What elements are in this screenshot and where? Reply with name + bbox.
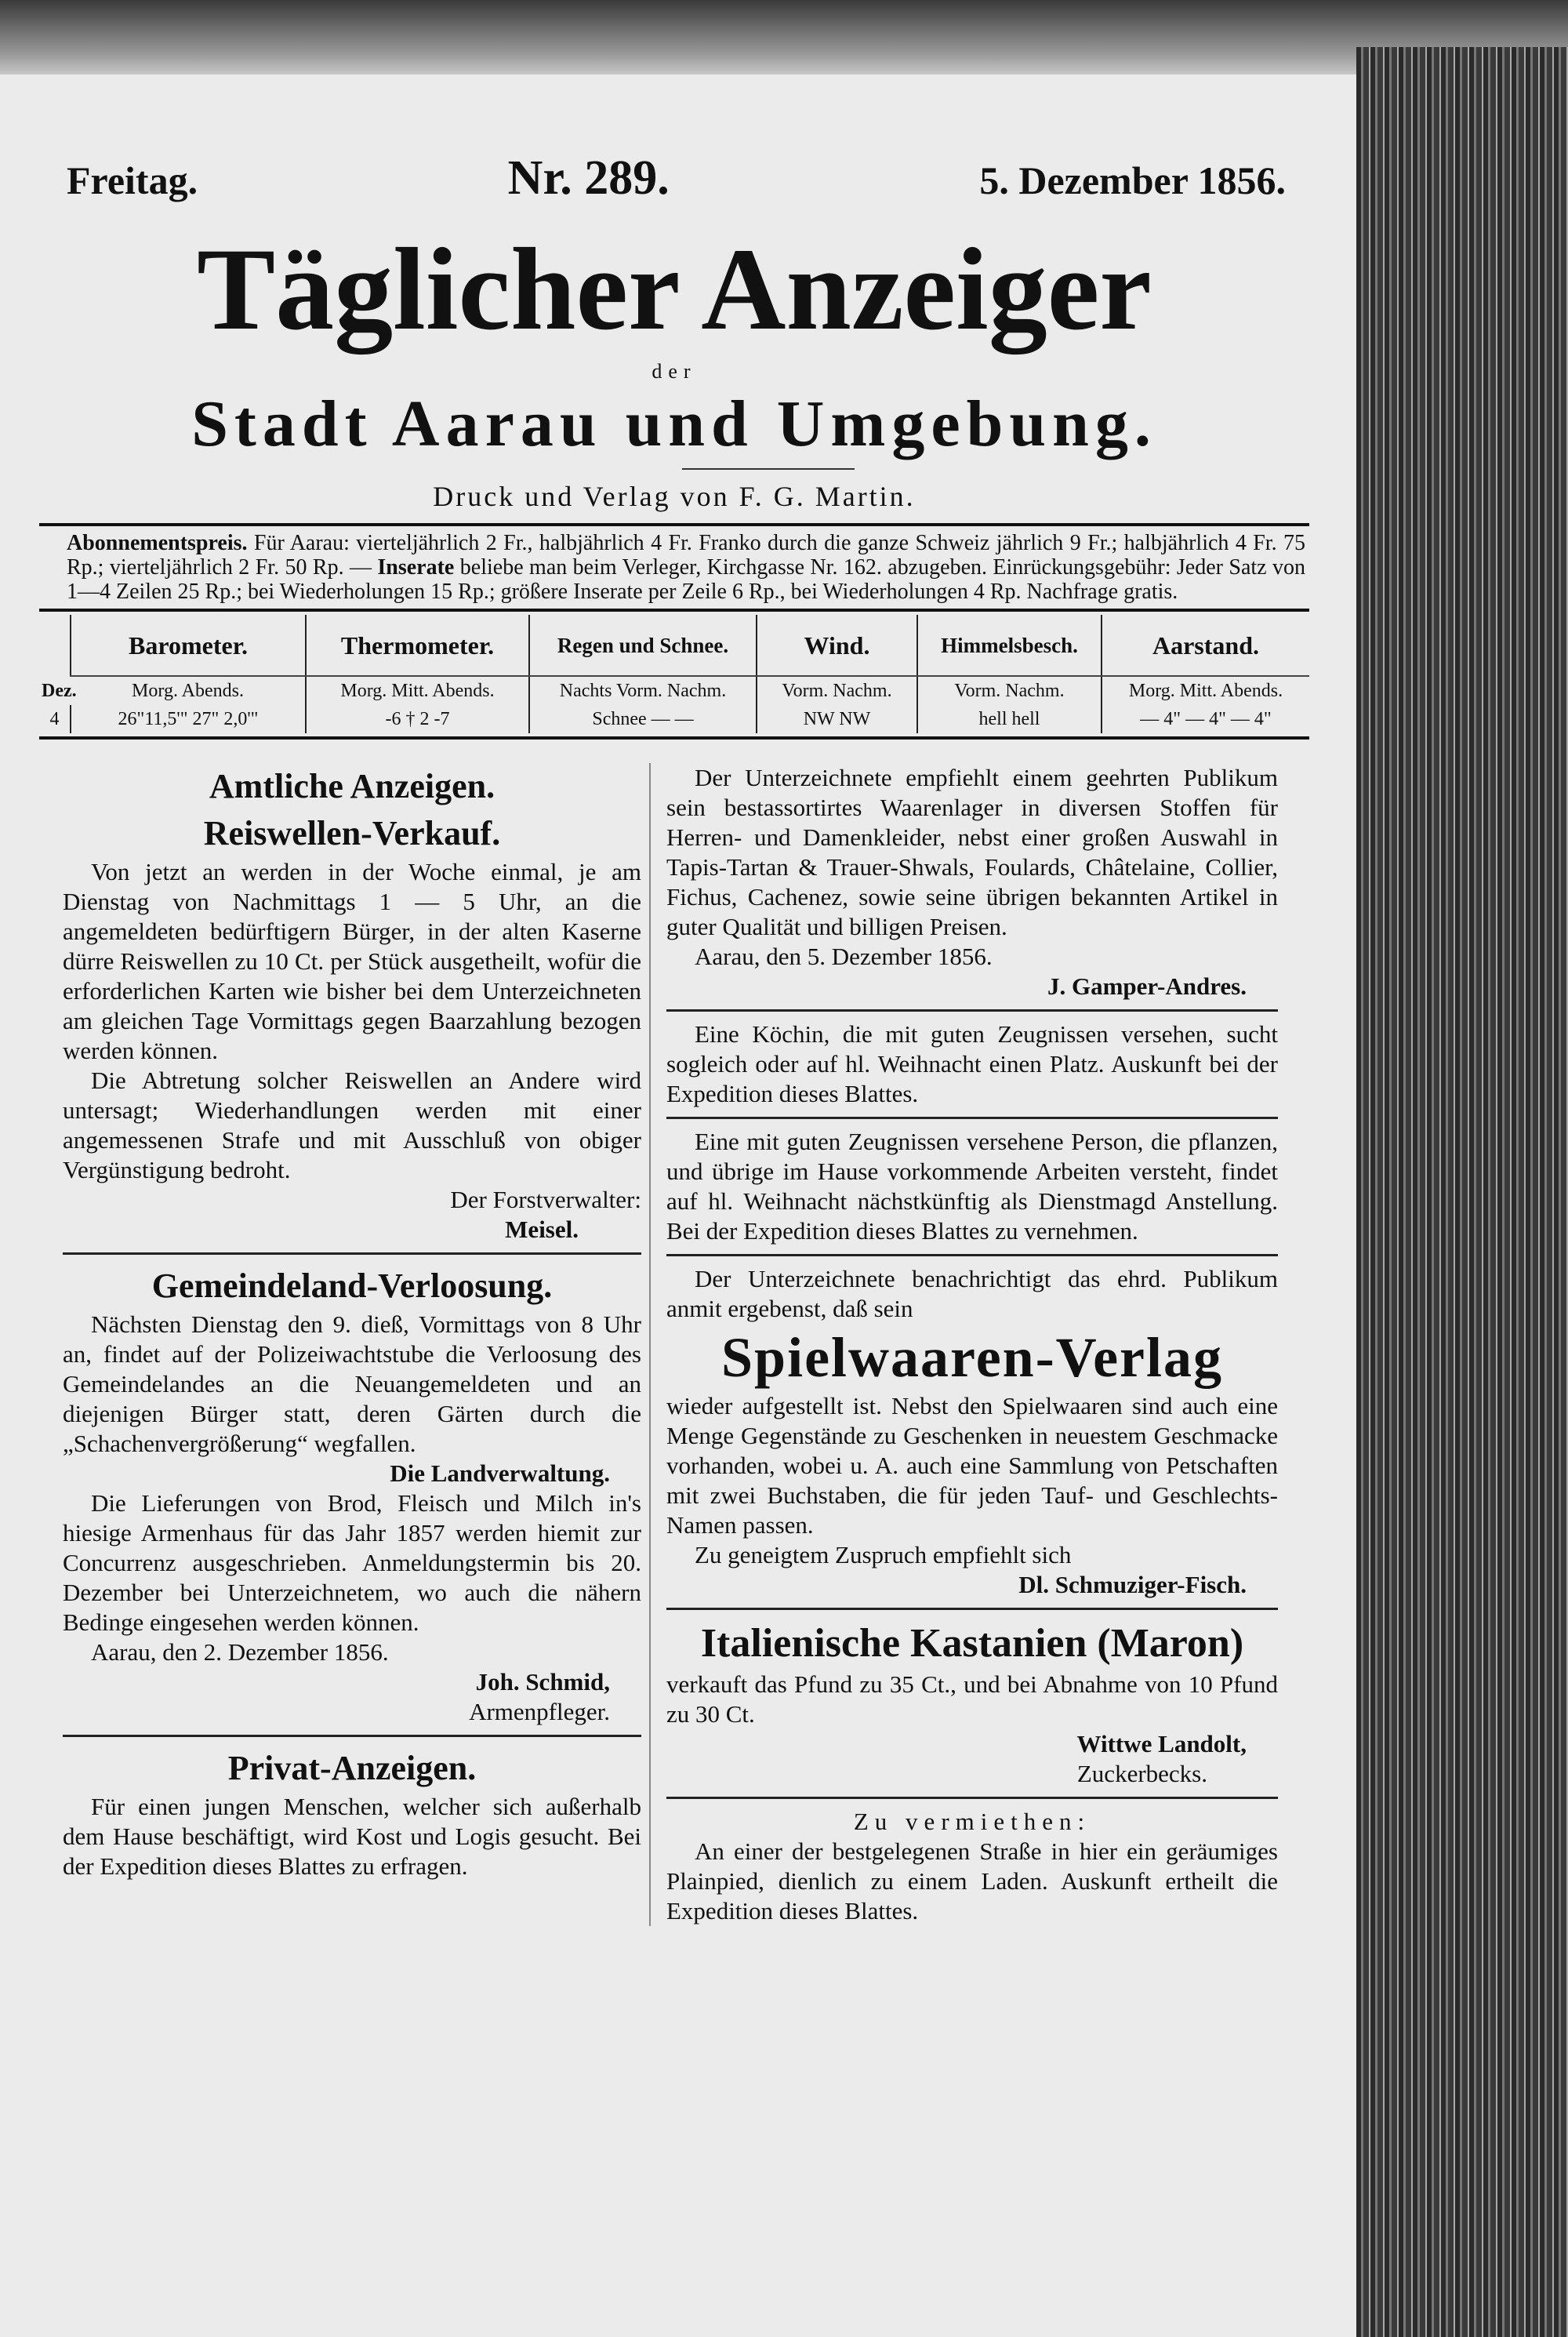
columns bbox=[39, 763, 1309, 1926]
divider bbox=[39, 609, 1309, 612]
signature-title: Armenpfleger. bbox=[469, 1698, 610, 1725]
ad-text: wieder aufgestellt ist. Nebst den Spielwaaren sind auch eine Menge Gegenstände zu Geschenken in neuestem Geschmacke vorhanden, wobei u. A. auch eine Sammlung von Petschaften mit zwei Buchstaben, die für jeden Tauf- und Geschlechts-Namen passen. bbox=[666, 1392, 1278, 1539]
header-date: 5. Dezember 1856. bbox=[979, 158, 1286, 202]
header-line bbox=[39, 153, 1309, 205]
weather-header: Regen und Schnee. bbox=[529, 615, 757, 676]
weather-subheader: Nachts Vorm. Nachm. bbox=[529, 676, 757, 705]
signature: Meisel. bbox=[505, 1216, 579, 1243]
ad-text: Für einen jungen Menschen, welcher sich außerhalb dem Hause beschäftigt, wird Kost und Logis gesucht. Bei der Expedition dieses Blattes zu erfragen. bbox=[63, 1793, 641, 1880]
weather-header: Himmelsbesch. bbox=[917, 615, 1102, 676]
ad-heading-kastanien: Italienische Kastanien (Maron) bbox=[700, 1621, 1244, 1666]
weather-day: 4 bbox=[49, 709, 60, 729]
weather-header: Aarstand. bbox=[1102, 615, 1309, 676]
header-day: Freitag. bbox=[67, 158, 198, 202]
divider bbox=[666, 1117, 1278, 1119]
signature-title: Zuckerbecks. bbox=[1076, 1760, 1207, 1787]
divider bbox=[666, 1254, 1278, 1256]
divider bbox=[666, 1608, 1278, 1610]
weather-header: Barometer. bbox=[71, 615, 306, 676]
scan-top-edge bbox=[0, 0, 1568, 78]
subscription-info bbox=[67, 531, 1305, 604]
ad-text: An einer der bestgelegenen Straße in hier ein geräumiges Plainpied, dienlich zu einem Laden. Auskunft ertheilt die Expedition dieses Blattes. bbox=[666, 1837, 1278, 1924]
divider bbox=[39, 523, 1309, 526]
weather-value: 26"11,5'" 27" 2,0'" bbox=[71, 705, 306, 733]
divider bbox=[63, 1252, 641, 1255]
ad-date: Aarau, den 5. Dezember 1856. bbox=[695, 943, 993, 970]
weather-value: hell hell bbox=[917, 705, 1102, 733]
weather-subheader: Vorm. Nachm. bbox=[917, 676, 1102, 705]
weather-subheader: Vorm. Nachm. bbox=[757, 676, 917, 705]
ad-text: Zu geneigtem Zuspruch empfiehlt sich bbox=[695, 1541, 1072, 1568]
ad-text: Die Abtretung solcher Reiswellen an Andere wird untersagt; Wiederhandlungen werden mit einer angemessenen Strafe und mit Ausschluß von obiger Vergünstigung bedroht. bbox=[63, 1067, 641, 1183]
divider bbox=[682, 468, 855, 470]
book-binding-edge bbox=[1356, 47, 1568, 2337]
ad-text: Der Unterzeichnete benachrichtigt das ehrd. Publikum anmit ergebenst, daß sein bbox=[666, 1265, 1278, 1322]
weather-subheader: Morg. Abends. bbox=[132, 681, 244, 701]
ad-text: Eine mit guten Zeugnissen versehene Person, die pflanzen, und übrige im Hause vorkommende Arbeiten versteht, findet auf hl. Weihnacht nächstkünftig als Dienstmagd Anstellung. Bei der Expedition dieses Blattes zu vernehmen. bbox=[666, 1128, 1278, 1245]
divider bbox=[666, 1009, 1278, 1012]
ad-text: Von jetzt an werden in der Woche einmal, je am Dienstag von Nachmittags 1 — 5 Uhr, an die angemeldeten bedürftigern Bürger, in der alten Kaserne dürre Reiswellen zu 10 Ct. per Stück ausgetheilt, wofür die erforderlichen Karten wie bisher bei dem Unterzeichneten am gleichen Tage Vormittags gegen Baarzahlung bezogen werden können. bbox=[63, 858, 641, 1064]
right-column bbox=[651, 763, 1278, 1926]
issue-number: Nr. 289. bbox=[507, 151, 670, 205]
masthead-der: der bbox=[652, 360, 697, 383]
page-content bbox=[39, 153, 1309, 1926]
weather-subheader: Morg. Mitt. Abends. bbox=[306, 676, 529, 705]
divider bbox=[39, 736, 1309, 740]
weather-header: Wind. bbox=[757, 615, 917, 676]
ad-text: Der Unterzeichnete empfiehlt einem geehrten Publikum sein bestassortirtes Waarenlager in diversen Stoffen für Herren- und Damenkleider, nebst einer großen Auswahl in Tapis-Tartan & Trauer-Shwals, Foulards, Châtelaine, Collier, Fichus, Cachenez, sowie seine übrigen bekannten Artikel in guter Qualität und billigen Preisen. bbox=[666, 764, 1278, 940]
ad-heading-vermiethen: Zu vermiethen: bbox=[853, 1808, 1091, 1835]
weather-header: Thermometer. bbox=[306, 615, 529, 676]
left-column bbox=[39, 763, 651, 1926]
ad-text: Eine Köchin, die mit guten Zeugnissen versehen, sucht sogleich oder auf hl. Weihnacht einen Platz. Auskunft bei der Expedition dieses Blattes. bbox=[666, 1020, 1278, 1107]
weather-table bbox=[39, 615, 1309, 733]
ad-text: Die Lieferungen von Brod, Fleisch und Milch in's hiesige Armenhaus für das Jahr 1857 werden hiemit zur Concurrenz ausgeschrieben. Anmeldungstermin bis 20. Dezember bei Unterzeichnetem, wo auch die nähern Bedinge eingesehen werden können. bbox=[63, 1489, 641, 1636]
signature: J. Gamper-Andres. bbox=[1047, 972, 1247, 1000]
subscription-text: Für Aarau: vierteljährlich 2 Fr., halbjährlich 4 Fr. Franko durch die ganze Schweiz jährlich 9 Fr.; halbjährlich 4 Fr. 75 Rp.; vierteljährlich 2 Fr. 50 Rp. — bbox=[67, 531, 1305, 580]
signature: Dl. Schmuziger-Fisch. bbox=[1018, 1571, 1247, 1598]
section-heading-official: Amtliche Anzeigen. bbox=[209, 767, 495, 805]
signature-title: Der Forstverwalter: bbox=[450, 1186, 641, 1213]
section-heading-private: Privat-Anzeigen. bbox=[227, 1749, 477, 1787]
signature: Die Landverwaltung. bbox=[390, 1459, 610, 1487]
weather-month: Dez. bbox=[42, 681, 77, 701]
subscription-text-2: beliebe man beim Verleger, Kirchgasse Nr. 162. abzugeben. Einrückungsgebühr: Jeder Satz von 1—4 Zeilen 25 Rp.; bei Wiederholungen 15 Rp.; größere Inserate per Zeile 6 Rp., bei Wiederholungen 4 Rp. Nachfrage gratis. bbox=[67, 555, 1305, 604]
divider bbox=[63, 1735, 641, 1737]
ad-heading-reiswellen: Reiswellen-Verkauf. bbox=[203, 814, 501, 852]
signature: Joh. Schmid, bbox=[475, 1668, 610, 1696]
ad-date: Aarau, den 2. Dezember 1856. bbox=[91, 1638, 389, 1666]
ad-heading-spielwaaren: Spielwaaren-Verlag bbox=[721, 1326, 1223, 1389]
inserate-label: Inserate bbox=[377, 555, 455, 580]
ad-text: verkauft das Pfund zu 35 Ct., und bei Abnahme von 10 Pfund zu 30 Ct. bbox=[666, 1670, 1278, 1728]
ad-heading-gemeindeland: Gemeindeland-Verloosung. bbox=[151, 1267, 553, 1305]
weather-value: — 4" — 4" — 4" bbox=[1102, 705, 1309, 733]
masthead-title: Täglicher Anzeiger bbox=[197, 224, 1152, 354]
weather-subheader: Morg. Mitt. Abends. bbox=[1102, 676, 1309, 705]
weather-value: NW NW bbox=[757, 705, 917, 733]
masthead-subtitle: Stadt Aarau und Umgebung. bbox=[191, 387, 1157, 460]
divider bbox=[666, 1797, 1278, 1799]
publisher-line: Druck und Verlag von F. G. Martin. bbox=[433, 481, 916, 512]
weather-value: -6 † 2 -7 bbox=[306, 705, 529, 733]
signature: Wittwe Landolt, bbox=[1076, 1730, 1247, 1757]
ad-text: Nächsten Dienstag den 9. dieß, Vormittags von 8 Uhr an, findet auf der Polizeiwachtstube die Verloosung des Gemeindelandes an die Neuangemeldeten und an diejenigen Bürger statt, deren Gärten durch die „Schachenvergrößerung“ wegfallen. bbox=[63, 1310, 641, 1457]
weather-value: Schnee — — bbox=[529, 705, 757, 733]
subscription-label: Abonnementspreis. bbox=[67, 531, 248, 555]
